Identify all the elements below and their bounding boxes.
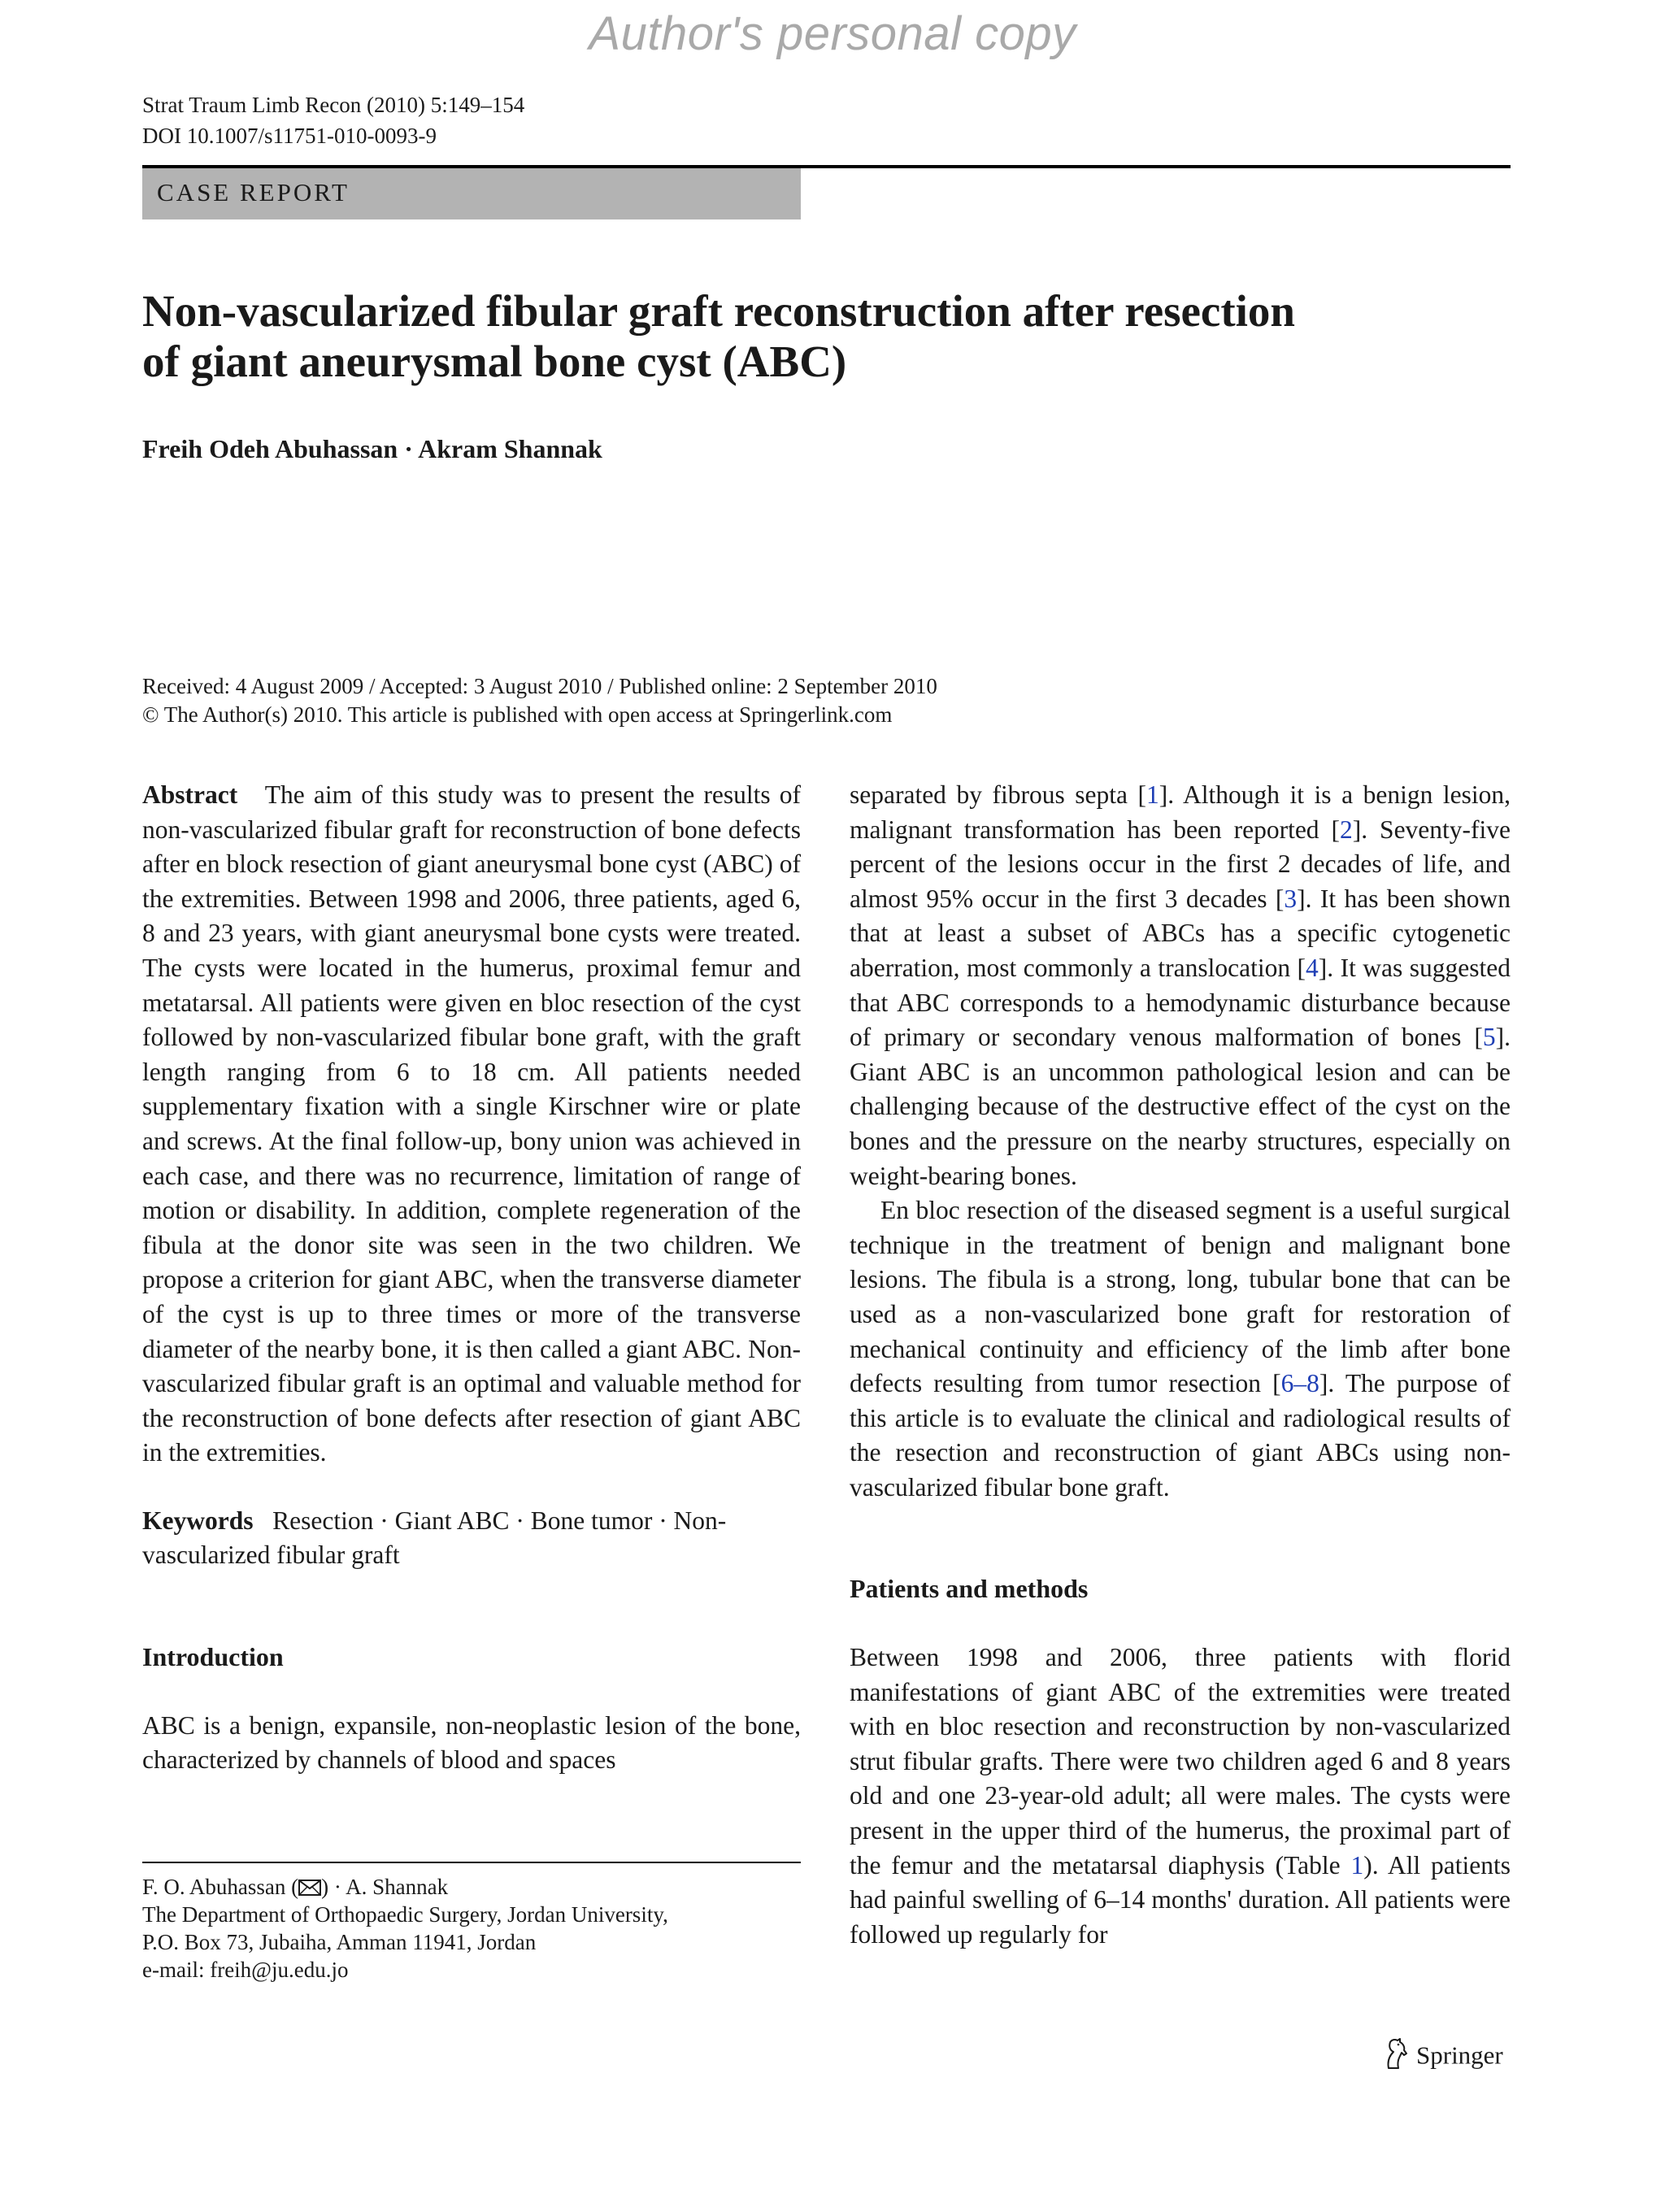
reference-link[interactable]: 2 bbox=[1340, 815, 1353, 844]
introduction-paragraph-2: En bloc resection of the diseased segment is a useful surgical technique in the treatment of benign and malignant bone lesions. The fibula is a strong, long, tubular bone that can be used as a non-vascularized bone graft for restoration of mechanical continuity and efficiency of the limb after bone defects resulting from tumor resection [6–8]. The purpose of this article is to evaluate the clinical and radiological results of the resection and reconstruction of giant ABCs using non-vascularized fibular bone graft. bbox=[850, 1196, 1511, 1501]
copyright-line: © The Author(s) 2010. This article is published with open access at Springerlink.com bbox=[142, 702, 893, 727]
publisher-name: Springer bbox=[1416, 2040, 1503, 2070]
reference-link[interactable]: 5 bbox=[1482, 1023, 1496, 1052]
keywords bbox=[142, 1504, 801, 1573]
author-list: Freih Odeh Abuhassan · Akram Shannak bbox=[142, 434, 602, 463]
keywords-text: Resection · Giant ABC · Bone tumor · Non-vascularized fibular graft bbox=[142, 1506, 727, 1570]
introduction-heading: Introduction bbox=[142, 1642, 284, 1672]
envelope-icon bbox=[298, 1880, 321, 1896]
left-column bbox=[142, 778, 801, 1778]
abstract-text: The aim of this study was to present the results of non-vascularized fibular graft for reconstruction of bone defects after en block resection of giant aneurysmal bone cyst (ABC) of the extremities. Between 1998 and 2006, three patients, aged 6, 8 and 23 years, with giant aneurysmal bone cysts were treated. The cysts were located in the humerus, proximal femur and metatarsal. All patients were given en bloc resection of the cyst followed by non-vascularized fibular bone graft, with the graft length ranging from 6 to 18 cm. All patients needed supplementary fixation with a single Kirschner wire or plate and screws. At the final follow-up, bony union was achieved in each case, and there was no recurrence, limitation of range of motion or disability. In addition, complete regeneration of the fibula at the donor site was seen in the two children. We propose a criterion for giant ABC, when the transverse diameter of the cyst is up to three times or more of the transverse diameter of the nearby bone, it is then called a giant ABC. Non-vascularized fibular graft is an optimal and valuable method for the reconstruction of bone defects after resection of giant ABC in the extremities. bbox=[142, 780, 802, 1467]
right-column bbox=[850, 778, 1511, 1952]
title-line-2: of giant aneurysmal bone cyst (ABC) bbox=[142, 337, 847, 386]
table-reference-link[interactable]: 1 bbox=[1350, 1850, 1364, 1880]
affiliation-address: P.O. Box 73, Jubaiha, Amman 11941, Jordan bbox=[142, 1930, 537, 1954]
footnote-rule bbox=[142, 1862, 801, 1863]
reference-link[interactable]: 3 bbox=[1284, 884, 1298, 913]
journal-doi: DOI 10.1007/s11751-010-0093-9 bbox=[142, 124, 437, 148]
watermark: Author's personal copy bbox=[589, 7, 1076, 60]
abstract bbox=[142, 778, 801, 1471]
methods-heading: Patients and methods bbox=[850, 1574, 1089, 1604]
article-dates bbox=[142, 672, 937, 729]
springer-horse-icon bbox=[1382, 2037, 1410, 2074]
introduction-paragraph-continued: separated by fibrous septa [1]. Although it is a benign lesion, malignant transformation has been reported [2]. Seventy-five percent of the lesions occur in the first 2 decades of life, and almost 95% occur in the first 3 decades [3]. It has been shown that at least a subset of ABCs has a specific cytogenetic aberration, most commonly a translocation [4]. It was suggested that ABC corresponds to a hemodynamic disturbance because of primary or secondary venous malformation of bones [5]. Giant ABC is an uncommon pathological lesion and can be challenging because of the destructive effect of the cyst on the bones and the pressure on the nearby structures, especially on weight-bearing bones. bbox=[850, 780, 1511, 1190]
article-history: Received: 4 August 2009 / Accepted: 3 August 2010 / Published online: 2 September 2010 bbox=[142, 674, 937, 698]
affiliation-email[interactable]: e-mail: freih@ju.edu.jo bbox=[142, 1958, 349, 1982]
reference-link[interactable]: 1 bbox=[1146, 780, 1159, 809]
journal-citation: Strat Traum Limb Recon (2010) 5:149–154 bbox=[142, 93, 525, 117]
reference-link[interactable]: 6–8 bbox=[1280, 1369, 1319, 1398]
reference-link[interactable]: 4 bbox=[1306, 953, 1319, 982]
introduction-paragraph-start: ABC is a benign, expansile, non-neoplastic lesion of the bone, characterized by channels of blood and spaces bbox=[142, 1710, 801, 1775]
affiliation-authors: F. O. Abuhassan ( ) · A. Shannak bbox=[142, 1875, 449, 1899]
section-label: CASE REPORT bbox=[157, 178, 350, 206]
article-title bbox=[142, 286, 1362, 387]
affiliation-footnote bbox=[142, 1862, 801, 1984]
keywords-label: Keywords bbox=[142, 1506, 254, 1535]
section-label-band bbox=[142, 168, 801, 219]
methods-paragraph: Between 1998 and 2006, three patients with florid manifestations of giant ABC of the extremities were treated with en bloc resection and reconstruction by non-vascularized strut fibular grafts. There were two children aged 6 and 8 years old and one 23-year-old adult; all were males. The cysts were present in the upper third of the humerus, the proximal part of the femur and the metatarsal diaphysis (Table 1). All patients had painful swelling of 6–14 months' duration. All patients were followed up regularly for bbox=[850, 1643, 1511, 1949]
abstract-label: Abstract bbox=[142, 780, 238, 809]
journal-header bbox=[142, 89, 524, 151]
publisher-logo bbox=[1382, 2037, 1503, 2075]
affiliation-department: The Department of Orthopaedic Surgery, Jordan University, bbox=[142, 1902, 668, 1927]
title-line-1: Non-vascularized fibular graft reconstruction after resection bbox=[142, 286, 1296, 336]
